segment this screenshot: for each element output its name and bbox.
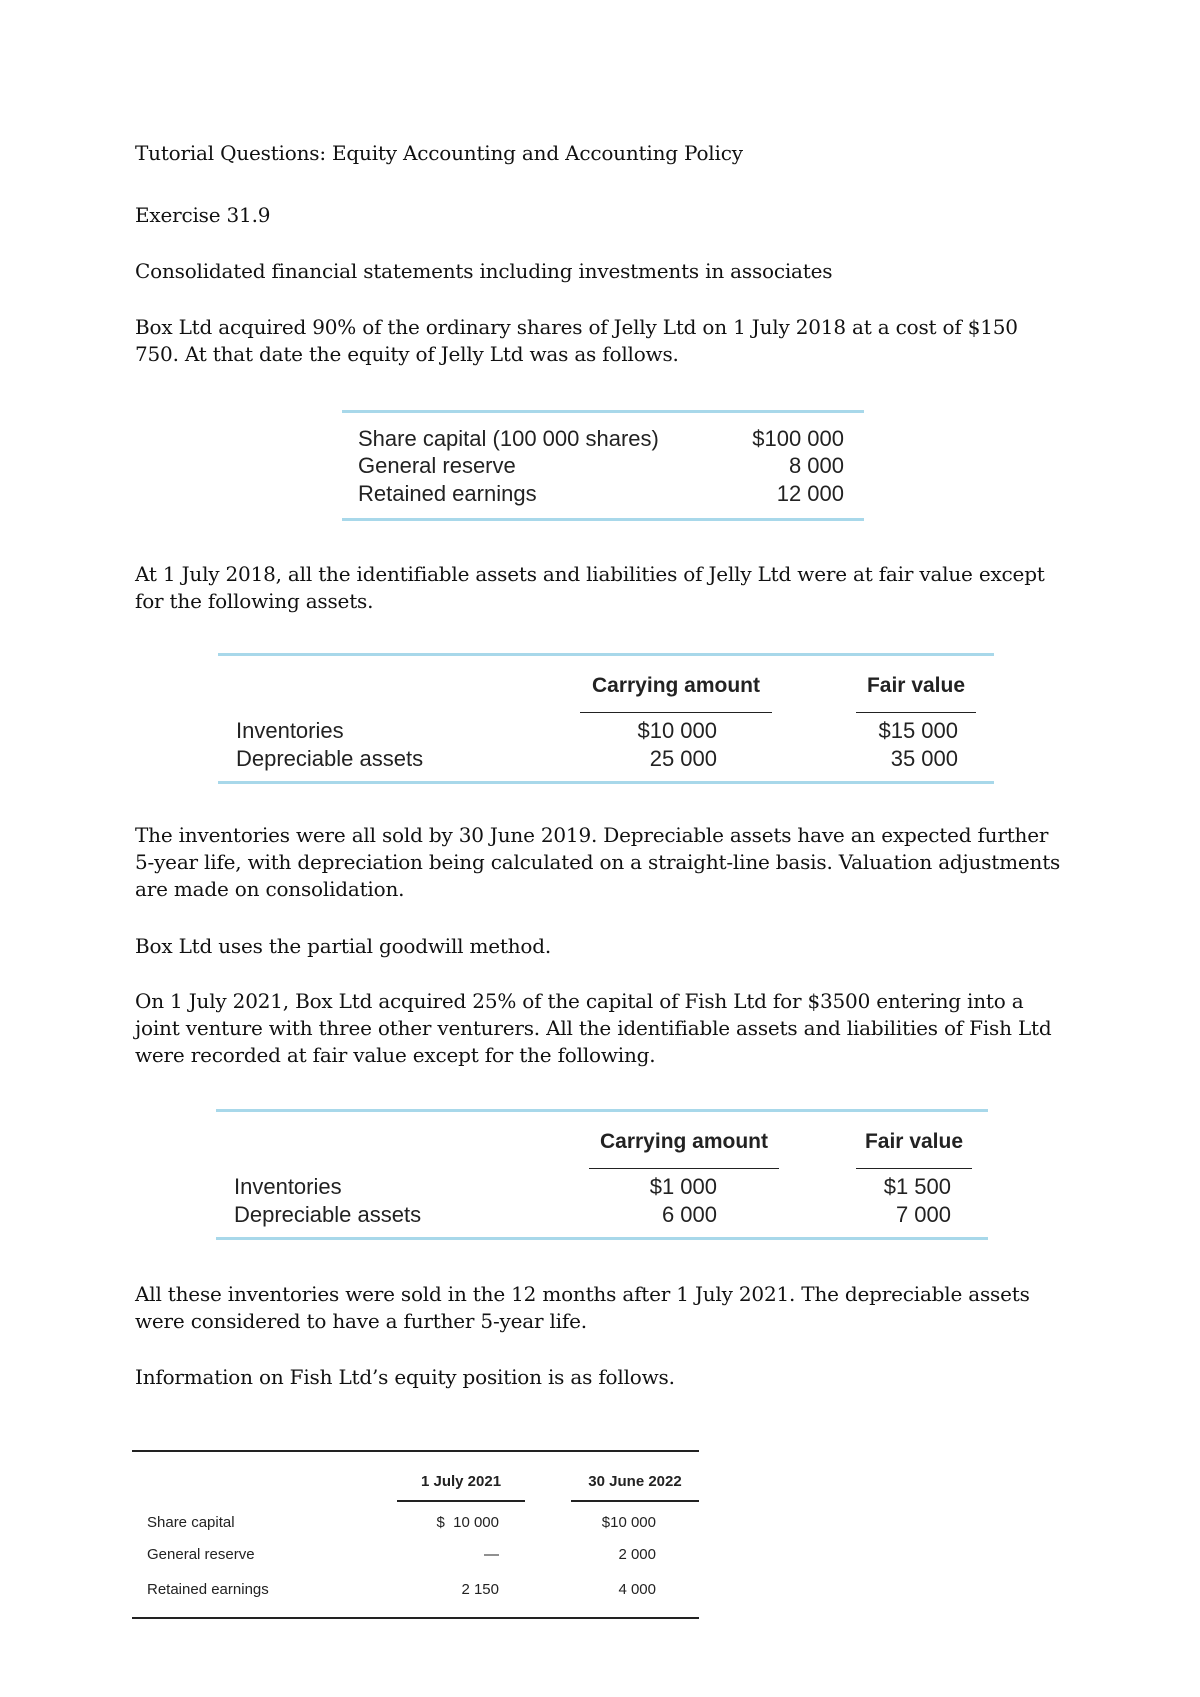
- table-row-label: General reserve: [147, 1546, 255, 1563]
- column-header-1-july-2021: 1 July 2021: [420, 1473, 502, 1490]
- table-top-rule: [132, 1450, 699, 1452]
- table-row-value-2022: 4 000: [618, 1581, 656, 1598]
- column-header-fair: Fair value: [864, 1130, 964, 1153]
- table-row-label: Inventories: [234, 1174, 342, 1199]
- paragraph-goodwill-method: Box Ltd uses the partial goodwill method.: [135, 934, 552, 958]
- table-row-value: 12 000: [776, 481, 844, 506]
- table-bottom-rule: [342, 518, 864, 521]
- paragraph-equity-intro: Information on Fish Ltd’s equity position is as follows.: [135, 1365, 675, 1389]
- table-row-value-2021: —: [484, 1546, 499, 1563]
- table-bottom-rule: [132, 1617, 699, 1619]
- table-row-value: 8 000: [788, 453, 844, 478]
- table-row-fair: $1 500: [883, 1174, 951, 1199]
- column-underline: [589, 1168, 779, 1169]
- table-top-rule: [342, 410, 864, 413]
- exercise-heading: Exercise 31.9: [135, 203, 271, 227]
- table-row-label: Share capital: [147, 1514, 235, 1531]
- column-underline: [571, 1500, 699, 1502]
- paragraph-acquisition: Box Ltd acquired 90% of the ordinary shares of Jelly Ltd on 1 July 2018 at a cost of $150 750. At that date the equity of Jelly Ltd was as follows.: [135, 315, 1018, 366]
- table-top-rule: [216, 1109, 988, 1112]
- document-title: Tutorial Questions: Equity Accounting and Accounting Policy: [135, 141, 743, 165]
- table-row-value-2021: 2 150: [461, 1581, 499, 1598]
- column-underline: [856, 712, 976, 713]
- table-row-label: General reserve: [358, 453, 516, 478]
- table-top-rule: [218, 653, 994, 656]
- table-row-fair: 7 000: [895, 1202, 951, 1227]
- column-header-carrying: Carrying amount: [599, 1130, 769, 1153]
- column-header-carrying: Carrying amount: [591, 674, 761, 697]
- table-row-value-2021: $ 10 000: [436, 1514, 499, 1531]
- table-row-value-2022: $10 000: [601, 1514, 656, 1531]
- column-underline: [856, 1168, 972, 1169]
- table-bottom-rule: [218, 781, 994, 784]
- paragraph-depreciation: The inventories were all sold by 30 June 2019. Depreciable assets have an expected further 5-year life, with depreciation being calculated on a straight-line basis. Valuation adjustments are made on consolidation.: [135, 823, 1061, 901]
- column-header-fair: Fair value: [866, 674, 966, 697]
- exercise-subtitle: Consolidated financial statements including investments in associates: [135, 259, 833, 283]
- column-underline: [397, 1500, 525, 1502]
- table-row-label: Inventories: [236, 718, 344, 743]
- table-row-fair: $15 000: [878, 718, 958, 743]
- table-row-value-2022: 2 000: [618, 1546, 656, 1563]
- paragraph-fair-value: At 1 July 2018, all the identifiable assets and liabilities of Jelly Ltd were at fair value except for the following assets.: [135, 562, 1045, 613]
- table-row-fair: 35 000: [890, 746, 958, 771]
- table-row-label: Depreciable assets: [234, 1202, 422, 1227]
- table-row-carrying: 6 000: [661, 1202, 717, 1227]
- table-row-carrying: 25 000: [649, 746, 717, 771]
- table-row-label: Share capital (100 000 shares): [358, 426, 659, 451]
- table-row-label: Retained earnings: [358, 481, 537, 506]
- table-bottom-rule: [216, 1237, 988, 1240]
- paragraph-joint-venture: On 1 July 2021, Box Ltd acquired 25% of the capital of Fish Ltd for $3500 entering into a joint venture with three other venturers. All the identifiable assets and liabilities of Fish Ltd were recorded at fair value except for the following.: [135, 989, 1052, 1067]
- table-row-value: $100 000: [752, 426, 844, 451]
- column-header-30-june-2022: 30 June 2022: [588, 1473, 682, 1490]
- table-row-label: Depreciable assets: [236, 746, 424, 771]
- column-underline: [580, 712, 772, 713]
- table-row-carrying: $10 000: [637, 718, 717, 743]
- paragraph-inventories-sold: All these inventories were sold in the 12 months after 1 July 2021. The depreciable assets were considered to have a further 5-year life.: [135, 1282, 1030, 1333]
- table-row-carrying: $1 000: [649, 1174, 717, 1199]
- table-row-label: Retained earnings: [147, 1581, 269, 1598]
